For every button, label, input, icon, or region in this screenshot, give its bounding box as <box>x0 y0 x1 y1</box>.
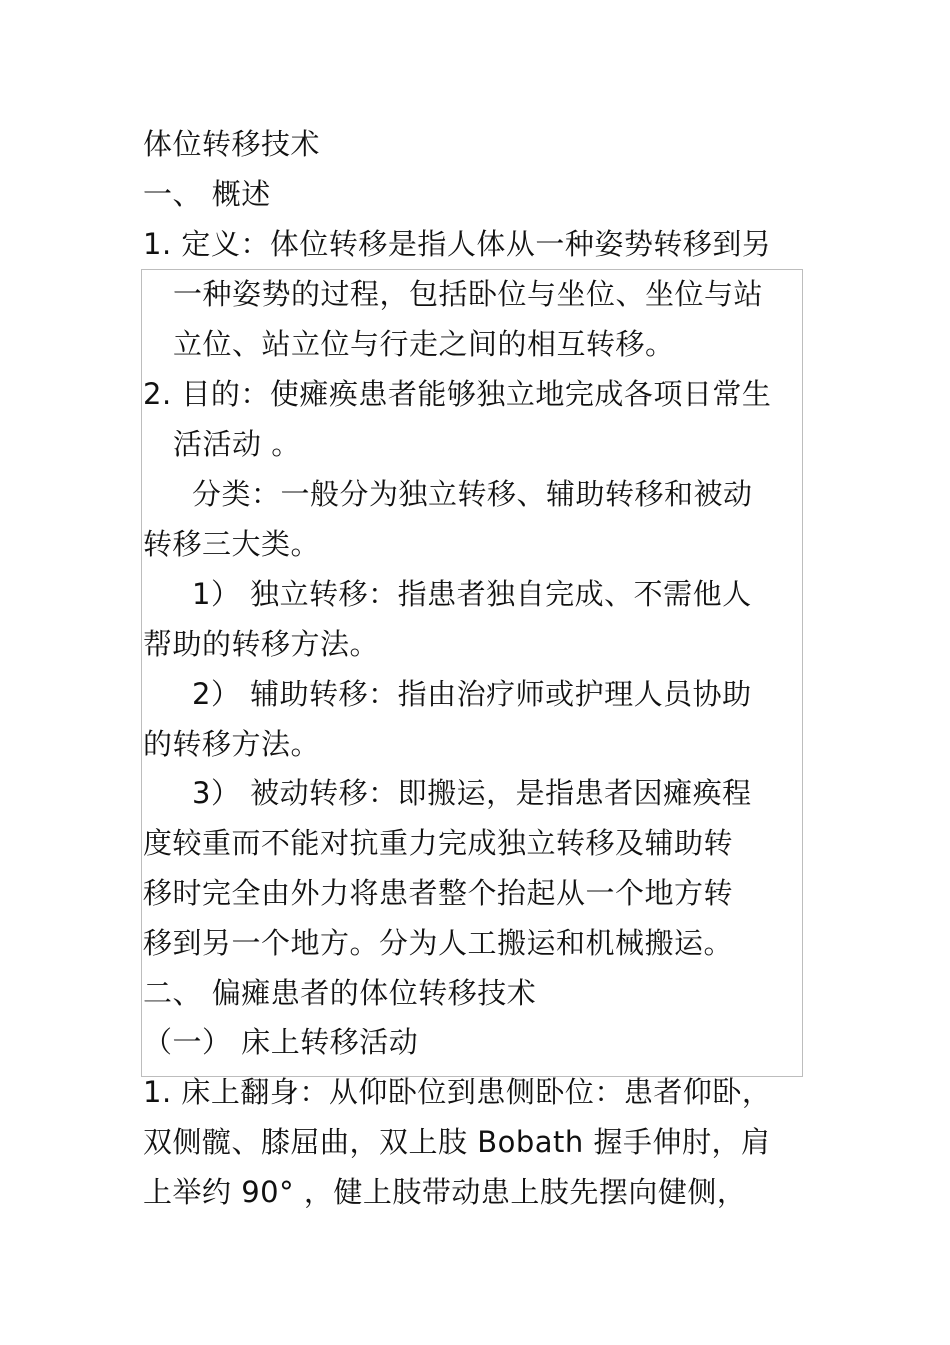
section-heading-overview: 一、 概述 <box>143 177 271 211</box>
independent-transfer-line-1: 1） 独立转移：指患者独自完成、不需他人 <box>192 577 752 611</box>
passive-transfer-line-2: 度较重而不能对抗重力完成独立转移及辅助转 <box>143 826 734 860</box>
passive-transfer-line-3: 移时完全由外力将患者整个抬起从一个地方转 <box>143 876 734 910</box>
purpose-line-1: 2. 目的：使瘫痪患者能够独立地完成各项日常生 <box>143 377 772 411</box>
independent-transfer-line-2: 帮助的转移方法。 <box>143 627 380 661</box>
definition-line-3: 立位、站立位与行走之间的相互转移。 <box>173 327 675 361</box>
definition-line-2: 一种姿势的过程，包括卧位与坐位、坐位与站 <box>173 277 764 311</box>
document-title: 体位转移技术 <box>143 127 321 161</box>
bed-roll-line-1: 1. 床上翻身：从仰卧位到患侧卧位：患者仰卧， <box>143 1075 772 1109</box>
definition-line-1: 1. 定义：体位转移是指人体从一种姿势转移到另 <box>143 227 772 261</box>
passive-transfer-line-4: 移到另一个地方。分为人工搬运和机械搬运。 <box>143 926 734 960</box>
passive-transfer-line-1: 3） 被动转移：即搬运，是指患者因瘫痪程 <box>192 776 752 810</box>
purpose-line-2: 活活动 。 <box>173 427 301 461</box>
classification-line-2: 转移三大类。 <box>143 527 321 561</box>
subsection-heading-bed: （一） 床上转移活动 <box>143 1025 419 1059</box>
assisted-transfer-line-1: 2） 辅助转移：指由治疗师或护理人员协助 <box>192 677 752 711</box>
bed-roll-line-3: 上举约 90° ，健上肢带动患上肢先摆向健侧， <box>143 1175 747 1209</box>
assisted-transfer-line-2: 的转移方法。 <box>143 727 321 761</box>
bed-roll-line-2: 双侧髋、膝屈曲，双上肢 Bobath 握手伸肘，肩 <box>143 1125 771 1159</box>
section-heading-hemiplegia: 二、 偏瘫患者的体位转移技术 <box>143 976 537 1010</box>
classification-line-1: 分类：一般分为独立转移、辅助转移和被动 <box>192 477 753 511</box>
